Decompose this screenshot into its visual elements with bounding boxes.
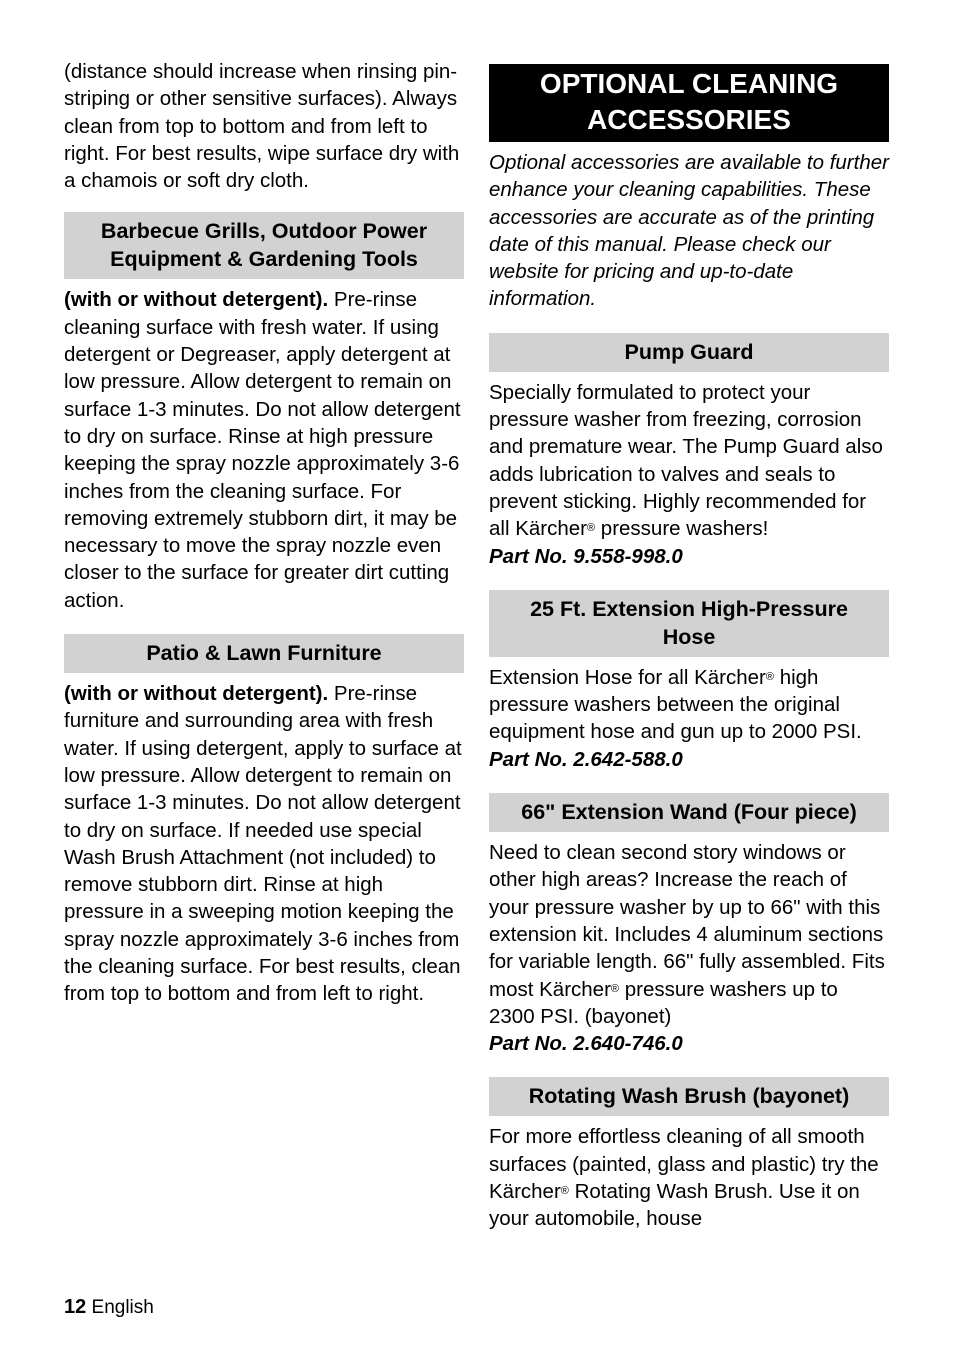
pump-guard-body-a: Specially formulated to protect your pressure washer from freezing, corrosion and premature wear. The Pump Guard also adds lubrication to valves and seals to prevent sticking. Highly recommended for all Kärcher (489, 380, 883, 541)
accessories-intro: Optional accessories are available to further enhance your cleaning capabilities. These accessories are accurate as of the printing date of this manual. Please check our website for pricing and up-to-date information. (489, 151, 889, 311)
registered-mark: ® (560, 1185, 569, 1198)
registered-mark: ® (765, 670, 774, 683)
hose-part-number: Part No. 2.642-588.0 (489, 747, 683, 771)
wand-title: 66" Extension Wand (Four piece) (521, 800, 857, 825)
pump-guard-paragraph (489, 379, 889, 543)
hose-heading-line2: Hose (662, 624, 716, 649)
page-number: 12 (64, 1296, 87, 1318)
bbq-heading-line1: Barbecue Grills, Outdoor Power (100, 219, 428, 244)
registered-mark: ® (587, 522, 596, 535)
main-heading-line1: OPTIONAL CLEANING (539, 68, 839, 99)
brush-title: Rotating Wash Brush (bayonet) (528, 1084, 850, 1109)
right-column (489, 58, 889, 1233)
brush-paragraph (489, 1123, 889, 1232)
bbq-paragraph (64, 286, 464, 614)
bbq-body: Pre-rinse cleaning surface with fresh water. If using detergent or Degreaser, apply detergent at low pressure. Allow detergent to remain on surface 1-3 minutes. Do not allow detergent to dry on surface. Rinse at high pressure keeping the spray nozzle approximately 3-6 inches from the cleaning surface. For removing extremely stubborn dirt, it may be necessary to move the spray nozzle even closer to the surface for greater dirt cutting action. (64, 288, 461, 612)
page-language: English (91, 1297, 154, 1318)
intro-paragraph: (distance should increase when rinsing pin-striping or other sensitive surfaces). Always clean from top to bottom and from left to right. For best results, wipe surface dry with a chamois or soft dry cloth. (64, 60, 460, 193)
bbq-section-heading (64, 212, 464, 279)
wand-body-a: Need to clean second story windows or other high areas? Increase the reach of your pressure washer by up to 66" with this extension kit. Includes 4 aluminum sections for variable length. 66" fully assembled. Fits most Kärcher (489, 841, 885, 1001)
brush-body-a: For more effortless cleaning of all smooth surfaces (painted, glass and plastic) try the Kärcher (489, 1125, 879, 1204)
registered-mark: ® (610, 982, 620, 995)
patio-lead: (with or without detergent). (64, 682, 329, 706)
pump-guard-title: Pump Guard (624, 339, 754, 364)
hose-body-a: Extension Hose for all Kärcher (489, 665, 766, 689)
left-column (64, 58, 464, 1008)
bbq-lead: (with or without detergent). (64, 288, 329, 312)
wand-part-number: Part No. 2.640-746.0 (489, 1032, 683, 1056)
wand-paragraph (489, 839, 889, 1030)
patio-section-heading (64, 634, 464, 673)
wand-body-b: pressure washers up to 2300 PSI. (bayonet) (489, 977, 838, 1028)
pump-guard-heading (489, 333, 889, 372)
pump-guard-part-number: Part No. 9.558-998.0 (489, 544, 683, 568)
patio-heading: Patio & Lawn Furniture (146, 641, 382, 666)
hose-heading-line1: 25 Ft. Extension High-Pressure (530, 596, 848, 621)
bbq-heading-line2: Equipment & Gardening Tools (110, 247, 418, 272)
hose-heading (489, 590, 889, 657)
page-footer (64, 1296, 154, 1319)
patio-body: Pre-rinse furniture and surrounding area with fresh water. If using detergent, apply to surface at low pressure. Allow detergent to remain on surface 1-3 minutes. Do not allow detergent to dry on surface. If needed use special Wash Brush Attachment (not included) to remove stubborn dirt. Rinse at high pressure in a sweeping motion keeping the spray nozzle approximately 3-6 inches from the cleaning surface. For best results, clean from top to bottom and from left to right. (64, 682, 462, 1006)
pump-guard-body-b: pressure washers! (595, 517, 769, 541)
hose-body-b: high pressure washers between the original equipment hose and gun up to 2000 PSI. (489, 665, 862, 744)
hose-paragraph (489, 664, 889, 746)
optional-accessories-heading (489, 64, 889, 142)
patio-paragraph (64, 680, 464, 1008)
brush-body-b: Rotating Wash Brush. Use it on your automobile, house (489, 1180, 860, 1231)
brush-heading (489, 1077, 889, 1116)
main-heading-line2: ACCESSORIES (587, 104, 791, 135)
wand-heading (489, 793, 889, 832)
